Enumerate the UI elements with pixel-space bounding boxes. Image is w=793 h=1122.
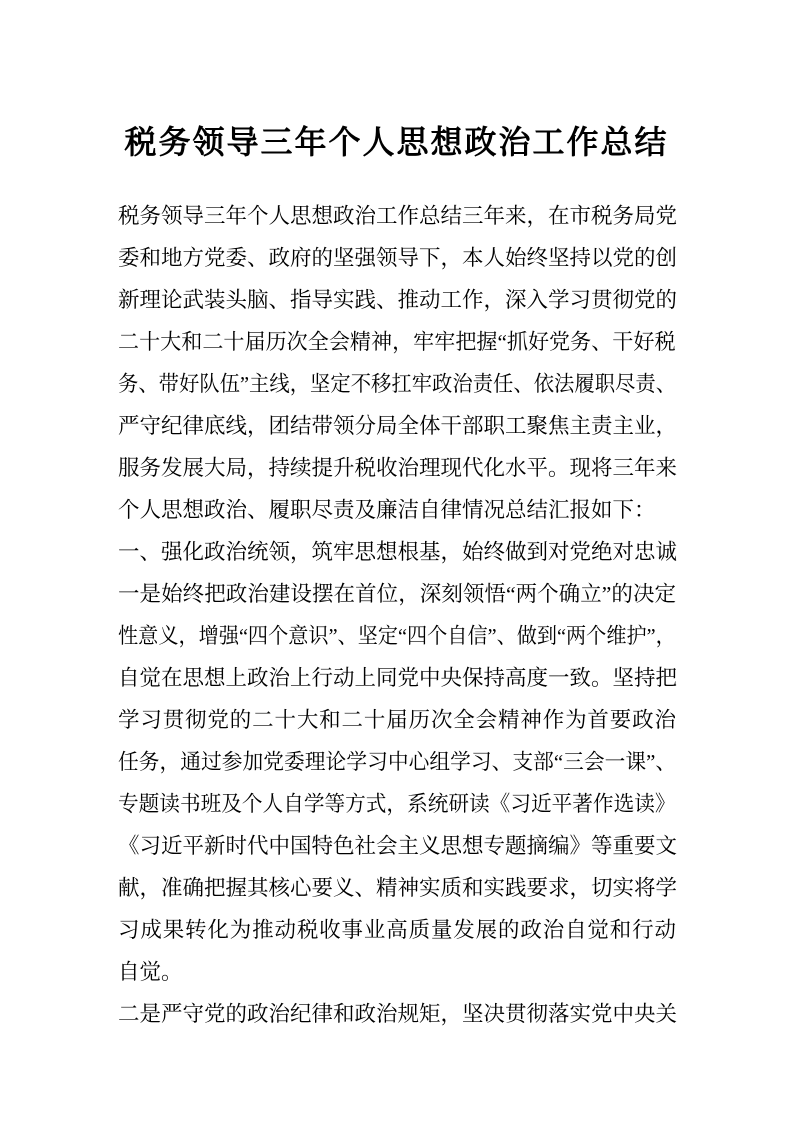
body-line: 严守纪律底线，团结带领分局全体干部职工聚焦主责主业， xyxy=(118,414,678,438)
body-line: 自觉在思想上政治上行动上同党中央保持高度一致。坚持把 xyxy=(118,666,678,690)
body-line: 专题读书班及个人自学等方式，系统研读《习近平著作选读》 xyxy=(118,792,676,816)
document-body xyxy=(118,195,676,1035)
paragraph xyxy=(118,531,676,573)
body-line: 习成果转化为推动税收事业高质量发展的政治自觉和行动 xyxy=(118,918,676,942)
body-line: 二十大和二十届历次全会精神，牢牢把握“抓好党务、干好税 xyxy=(118,330,676,354)
paragraph xyxy=(118,195,676,531)
body-line: 性意义，增强“四个意识”、坚定“四个自信”、做到“两个维护”， xyxy=(118,624,676,648)
body-line: 一是始终把政治建设摆在首位，深刻领悟“两个确立”的决定 xyxy=(118,582,676,606)
body-line: 献，准确把握其核心要义、精神实质和实践要求，切实将学 xyxy=(118,876,678,900)
body-line: 务、带好队伍”主线，坚定不移扛牢政治责任、依法履职尽责、 xyxy=(118,372,677,396)
body-line: 学习贯彻党的二十大和二十届历次全会精神作为首要政治 xyxy=(118,708,676,732)
body-line: 委和地方党委、政府的坚强领导下，本人始终坚持以党的创 xyxy=(118,246,678,270)
body-line: 一、强化政治统领，筑牢思想根基，始终做到对党绝对忠诚 xyxy=(118,540,678,564)
body-line: 个人思想政治、履职尽责及廉洁自律情况总结汇报如下： xyxy=(118,498,656,522)
body-line: 任务，通过参加党委理论学习中心组学习、支部“三会一课”、 xyxy=(118,750,677,774)
body-line: 新理论武装头脑、指导实践、推动工作，深入学习贯彻党的 xyxy=(118,288,678,312)
body-line: 税务领导三年个人思想政治工作总结三年来，在市税务局党 xyxy=(118,204,678,228)
body-line: 《习近平新时代中国特色社会主义思想专题摘编》等重要文 xyxy=(118,834,678,858)
body-line: 二是严守党的政治纪律和政治规矩，坚决贯彻落实党中央关 xyxy=(118,1002,678,1026)
body-line: 服务发展大局，持续提升税收治理现代化水平。现将三年来 xyxy=(118,456,678,480)
paragraph xyxy=(118,993,676,1035)
document-title: 税务领导三年个人思想政治工作总结 xyxy=(124,124,669,160)
body-line: 自觉。 xyxy=(118,960,183,984)
paragraph xyxy=(118,573,676,993)
